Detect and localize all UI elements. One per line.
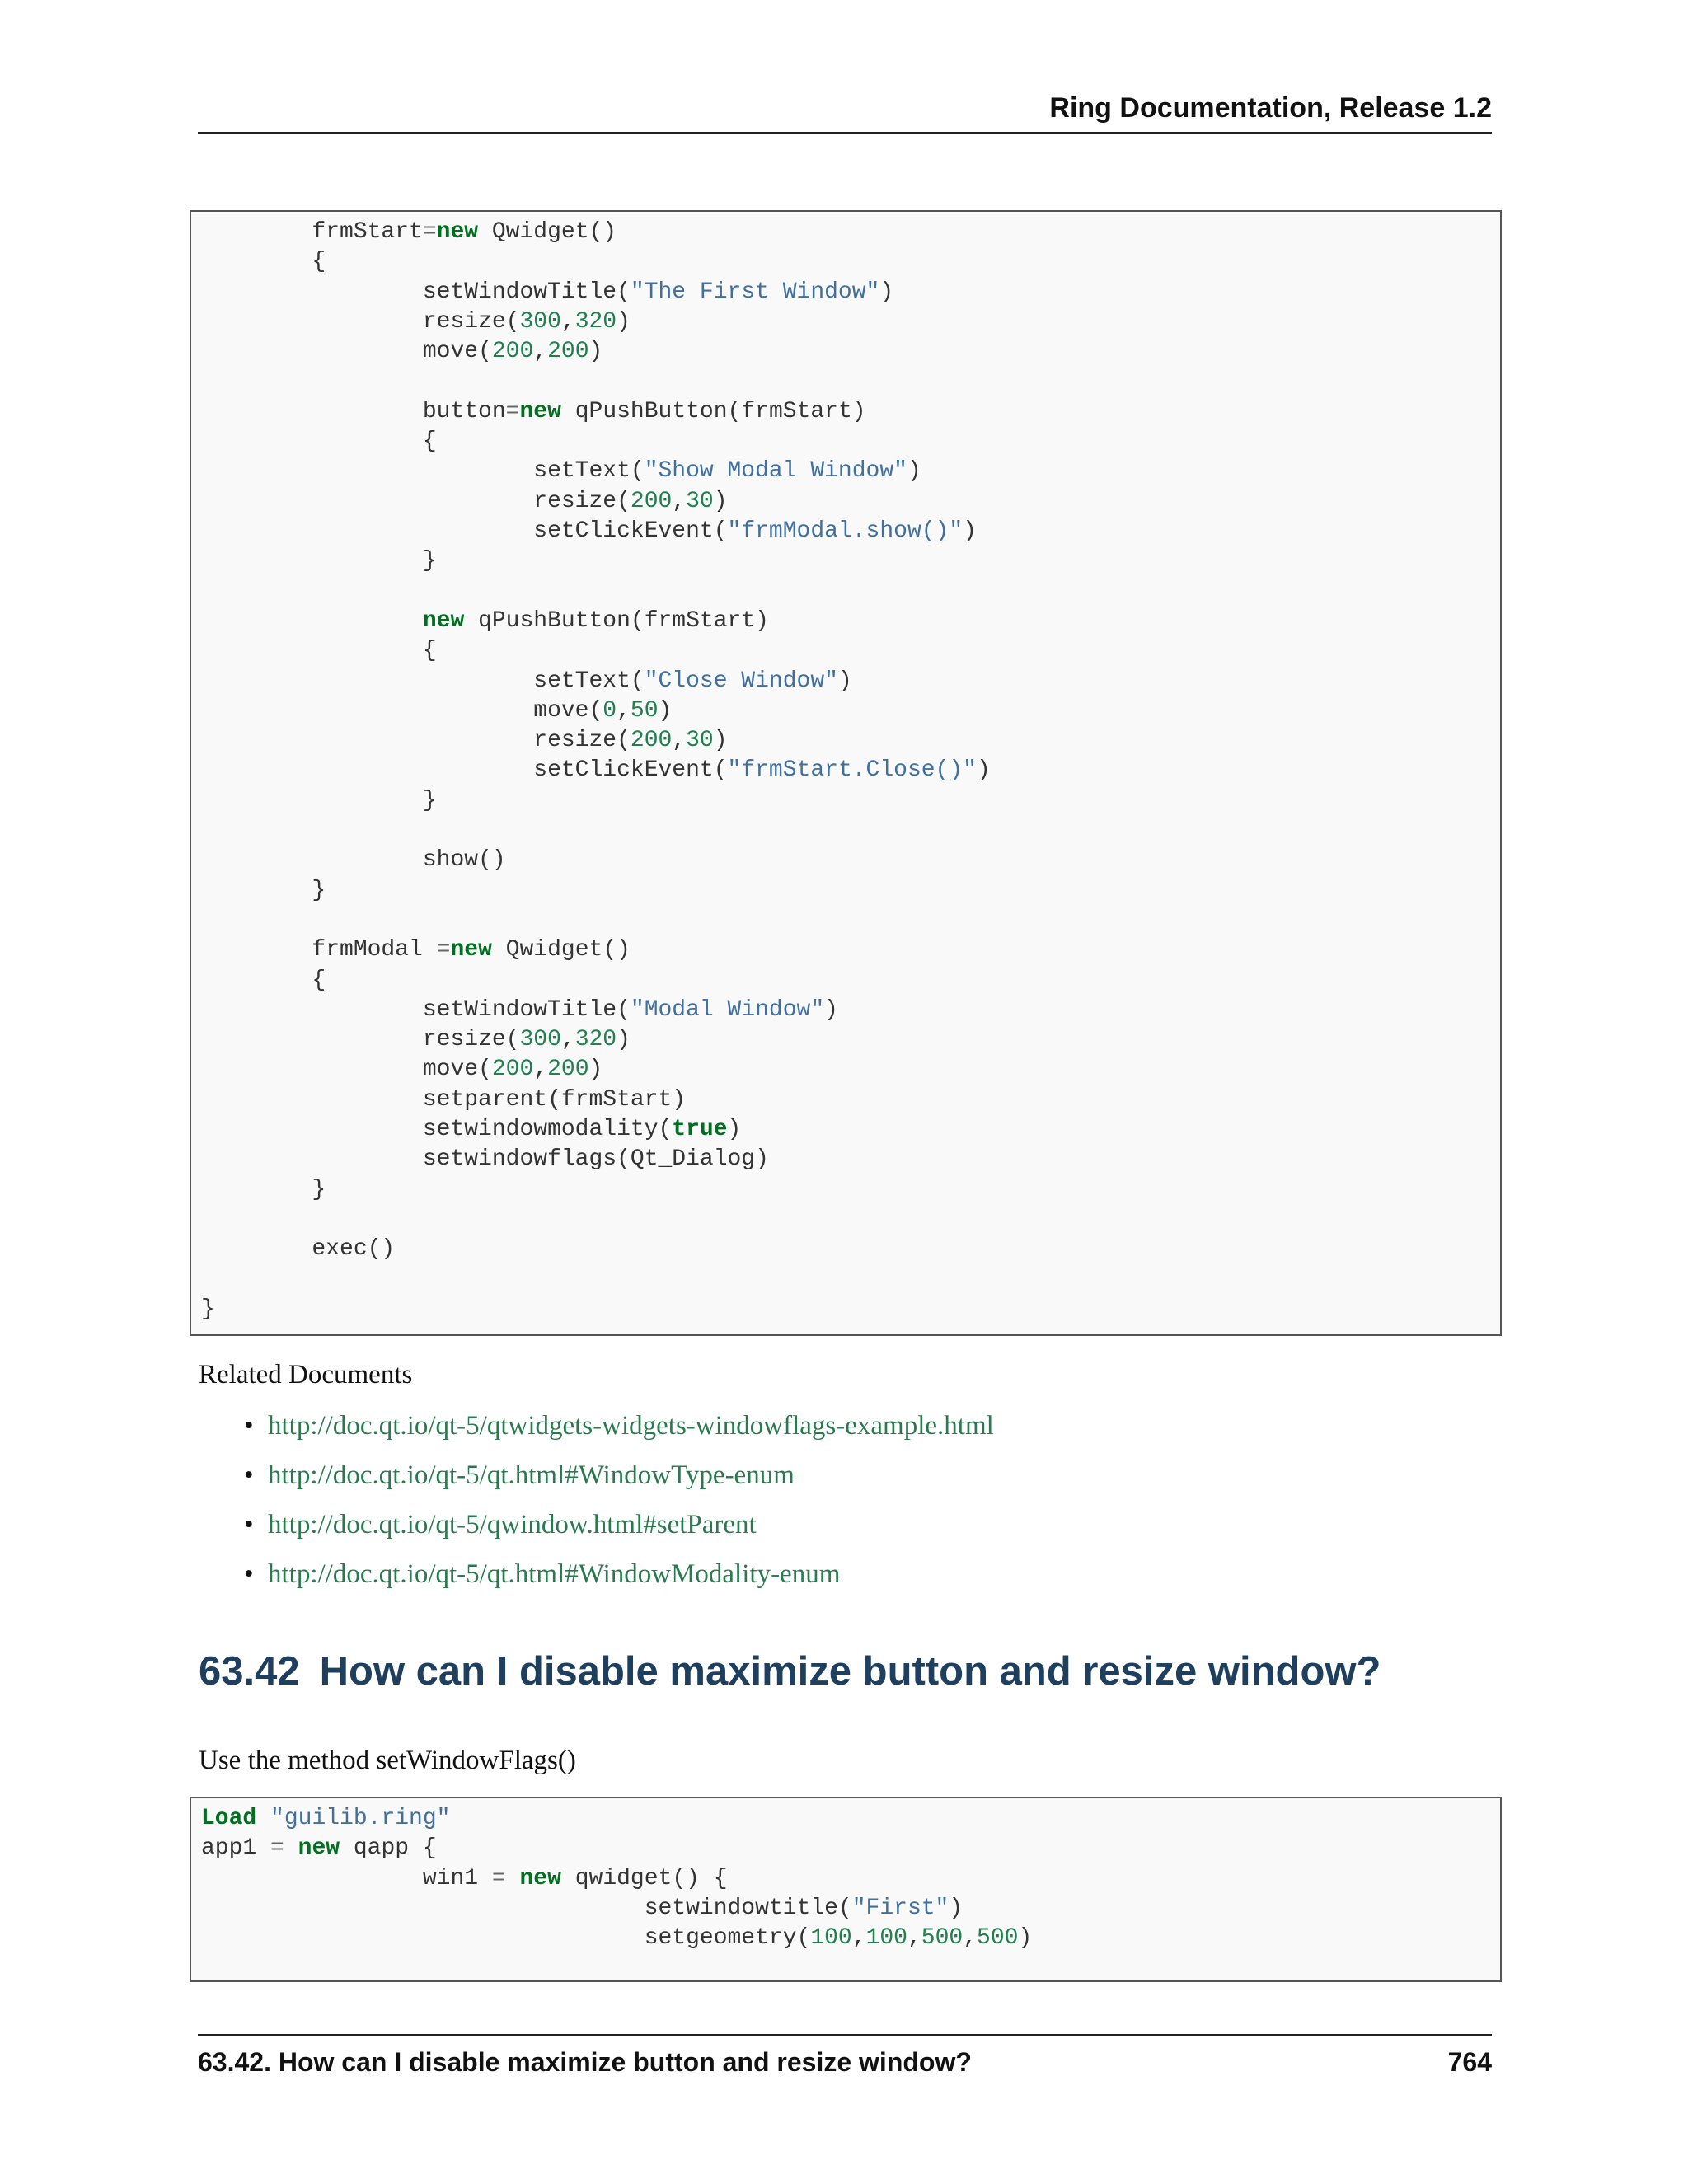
code-token: frmStart (312, 219, 423, 245)
code-line (201, 696, 672, 726)
code-token: } (201, 1296, 215, 1322)
code-token: setgeometry( (201, 1925, 811, 1952)
code-token: "The First Window" (630, 279, 880, 305)
code-token: = (422, 219, 437, 245)
code-token: ) (949, 1895, 964, 1921)
code-line (201, 1234, 395, 1264)
code-line (201, 1024, 631, 1055)
code-token: setWindowTitle( (201, 279, 631, 305)
code-token: ) (617, 1027, 631, 1053)
code-token: qPushButton(frmStart) (560, 398, 866, 424)
code-token: ) (617, 308, 631, 335)
code-token: , (533, 339, 548, 365)
code-line (201, 217, 617, 247)
related-link-windowflags-example[interactable]: http://doc.qt.io/qt-5/qtwidgets-widgets-windowflags-example.html (268, 1411, 994, 1441)
code-line (201, 1923, 1032, 1953)
code-token: Load (201, 1806, 257, 1831)
code-token: setwindowtitle( (201, 1895, 852, 1921)
related-link-windowmodality-enum[interactable]: http://doc.qt.io/qt-5/qt.html#WindowModality-enum (268, 1559, 841, 1589)
code-token: 0 (603, 697, 617, 724)
code-token: ) (588, 339, 603, 365)
code-token: ) (713, 488, 728, 514)
code-token: ) (713, 728, 728, 754)
code-token: , (851, 1925, 866, 1952)
code-token: Qwidget() (478, 219, 617, 245)
code-token (506, 1866, 520, 1891)
code-line (201, 1893, 963, 1924)
code-token: , (617, 697, 631, 724)
code-line (201, 875, 326, 906)
code-token: ) (976, 757, 991, 784)
code-line (201, 486, 728, 517)
code-token: setwindowflags(Qt_Dialog) (201, 1146, 769, 1173)
code-token: 300 (519, 1027, 561, 1053)
code-token: button (201, 398, 506, 424)
code-token: move( (201, 697, 603, 724)
list-item (199, 1554, 994, 1603)
code-token: "frmModal.show()" (727, 518, 964, 544)
section-title: How can I disable maximize button and resize window? (319, 1649, 1381, 1694)
code-line (201, 935, 631, 965)
code-token: resize( (201, 1027, 520, 1053)
footer-title: 63.42. How can I disable maximize button and resize window? (198, 2047, 972, 2077)
code-token: { (201, 249, 326, 275)
bullet-icon: • (244, 1460, 254, 1490)
code-token: , (672, 488, 687, 514)
code-token: 300 (519, 308, 561, 335)
code-token: "frmStart.Close()" (727, 757, 977, 784)
code-token: new (422, 607, 465, 634)
code-token: } (201, 1176, 326, 1202)
code-token: } (201, 548, 437, 574)
code-line (201, 516, 977, 546)
code-token: 100 (810, 1925, 852, 1952)
code-token: ) (879, 279, 894, 305)
code-token: 200 (491, 339, 534, 365)
code-token: exec() (201, 1236, 396, 1263)
code-token: , (672, 728, 687, 754)
code-line (201, 725, 728, 756)
code-token: 100 (865, 1925, 907, 1952)
code-token: setClickEvent( (201, 757, 728, 784)
code-token: 200 (547, 1057, 589, 1083)
code-token: setText( (201, 458, 645, 485)
code-token: setWindowTitle( (201, 996, 631, 1023)
code-line (201, 635, 437, 666)
code-token: new (450, 937, 492, 963)
code-line (201, 1863, 728, 1894)
code-token: win1 (201, 1865, 492, 1891)
code-token: app1 (201, 1835, 271, 1862)
code-token: qPushButton(frmStart) (464, 607, 769, 634)
code-token: 320 (574, 308, 617, 335)
code-token: setparent(frmStart) (201, 1086, 687, 1113)
page-number: 764 (1447, 2047, 1492, 2077)
code-line (201, 785, 437, 816)
code-token: 500 (977, 1925, 1019, 1952)
code-token: = (270, 1835, 284, 1862)
code-token: "guilib.ring" (270, 1806, 451, 1831)
related-link-setparent[interactable]: http://doc.qt.io/qt-5/qwindow.html#setParent (268, 1510, 757, 1540)
code-token: qapp { (340, 1835, 437, 1862)
code-line (201, 546, 437, 576)
code-token: new (298, 1835, 340, 1862)
code-line (201, 606, 769, 636)
section-heading (199, 1648, 1381, 1694)
related-links-list (199, 1405, 994, 1603)
code-line (201, 307, 631, 337)
code-line (201, 396, 866, 427)
code-line (201, 277, 893, 307)
code-token: ) (837, 668, 852, 694)
code-line (201, 1174, 326, 1205)
code-token: ) (658, 697, 673, 724)
code-token: 50 (630, 697, 659, 724)
code-line (201, 1803, 450, 1834)
code-token: ) (1018, 1925, 1033, 1952)
code-line (201, 336, 603, 367)
code-token: move( (201, 1057, 492, 1083)
code-token: , (560, 1027, 575, 1053)
code-token: "Modal Window" (630, 996, 825, 1023)
code-line (201, 845, 506, 875)
code-token: 30 (686, 488, 714, 514)
code-token: , (533, 1057, 548, 1083)
code-line (201, 666, 852, 696)
code-token: , (907, 1925, 921, 1952)
code-token: { (201, 429, 437, 455)
code-token (201, 219, 312, 245)
code-token: ) (588, 1057, 603, 1083)
code-token: qwidget() { (560, 1865, 728, 1891)
code-token: new (519, 1865, 561, 1891)
code-line (201, 1833, 437, 1863)
code-token: resize( (201, 308, 520, 335)
code-line (201, 1144, 769, 1174)
code-token: } (201, 877, 326, 903)
code-line (201, 456, 921, 486)
code-token: "First" (851, 1895, 950, 1921)
code-token: Qwidget() (491, 937, 631, 963)
code-token: 320 (574, 1027, 617, 1053)
code-token: = (436, 937, 451, 963)
code-block-1 (190, 210, 1502, 1336)
page-header (198, 89, 1492, 134)
bullet-icon: • (244, 1510, 254, 1540)
code-token: { (201, 638, 437, 664)
code-token: move( (201, 339, 492, 365)
code-token: ) (907, 458, 921, 485)
code-token: resize( (201, 728, 631, 754)
code-token: true (672, 1117, 728, 1142)
code-token: setText( (201, 668, 645, 694)
code-line (201, 246, 326, 277)
code-line (201, 995, 838, 1025)
code-token (256, 1806, 270, 1831)
code-token: show() (201, 847, 506, 874)
section-intro-text: Use the method setWindowFlags() (199, 1746, 576, 1775)
header-title: Ring Documentation, Release 1.2 (1049, 92, 1492, 124)
code-token: 200 (630, 488, 673, 514)
list-item (199, 1504, 994, 1554)
code-token: } (201, 787, 437, 813)
code-token: setClickEvent( (201, 518, 728, 544)
code-block-2 (190, 1797, 1502, 1982)
code-token: = (491, 1865, 506, 1891)
code-token: ) (727, 1117, 742, 1142)
code-token (201, 608, 423, 634)
code-token: , (560, 308, 575, 335)
code-line (201, 426, 437, 457)
code-token: , (963, 1925, 978, 1952)
code-token: "Close Window" (644, 668, 838, 694)
code-token: 30 (686, 728, 714, 754)
code-token: 200 (630, 728, 673, 754)
related-link-windowtype-enum[interactable]: http://doc.qt.io/qt-5/qt.html#WindowType-enum (268, 1460, 795, 1490)
code-token: { (201, 967, 326, 993)
code-token: 200 (547, 339, 589, 365)
related-documents-label: Related Documents (199, 1360, 413, 1390)
code-line (201, 1114, 741, 1145)
code-line (201, 1294, 215, 1324)
code-token: = (505, 398, 520, 424)
list-item (199, 1405, 994, 1455)
code-token: new (436, 219, 479, 245)
code-token: ) (963, 518, 977, 544)
bullet-icon: • (244, 1411, 254, 1441)
code-token: new (519, 398, 561, 424)
list-item (199, 1455, 994, 1504)
code-token: resize( (201, 488, 631, 514)
code-token (284, 1835, 298, 1861)
page-footer (198, 2034, 1492, 2077)
code-token: frmModal (201, 937, 437, 963)
code-line (201, 965, 326, 996)
code-token: setwindowmodality( (201, 1117, 673, 1142)
code-token: 500 (921, 1925, 964, 1952)
section-number: 63.42 (199, 1649, 300, 1694)
code-token: "Show Modal Window" (644, 458, 907, 485)
code-line (201, 755, 991, 785)
code-token: ) (824, 996, 838, 1023)
code-line (201, 1054, 603, 1085)
code-token: 200 (491, 1057, 534, 1083)
bullet-icon: • (244, 1559, 254, 1589)
code-line (201, 1085, 686, 1115)
